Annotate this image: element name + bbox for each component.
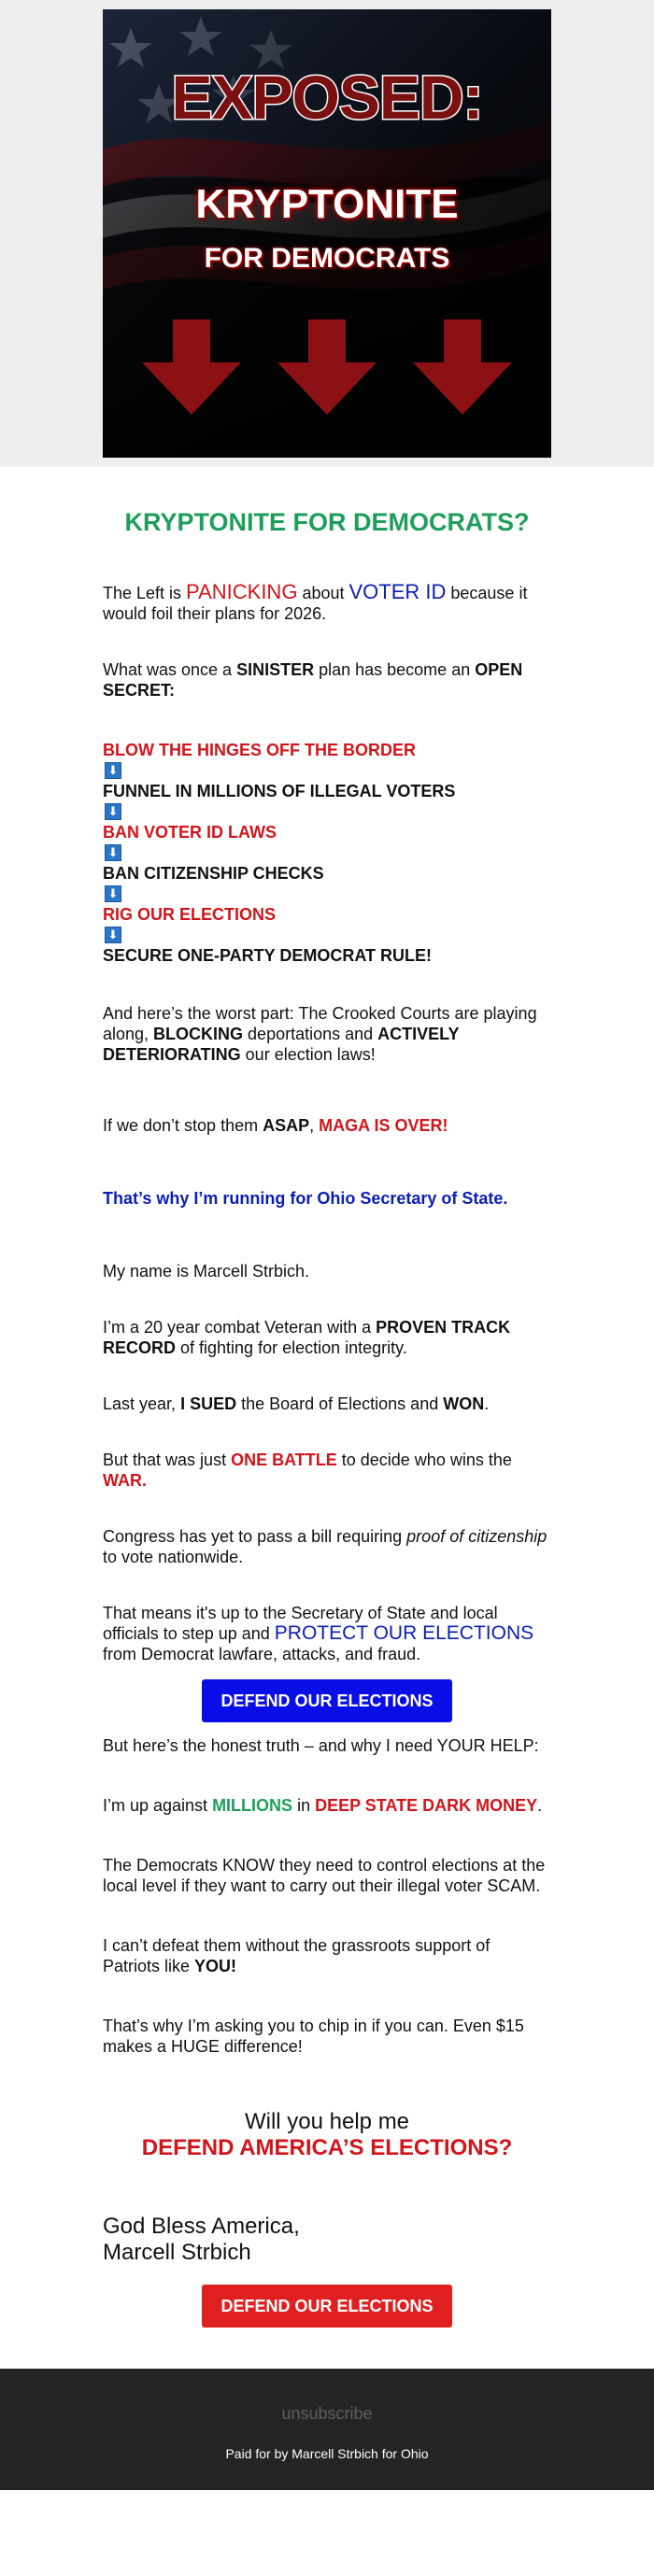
- down-arrow-icon: ⬇: [105, 927, 121, 943]
- help-ask-line2: DEFEND AMERICA’S ELECTIONS?: [141, 2135, 513, 2160]
- paragraph-veteran: I’m a 20 year combat Veteran with a PROVEN TRACK RECORD of fighting for election integrity.: [103, 1318, 511, 1357]
- paragraph-honest-truth: But here’s the honest truth – and why I need YOUR HELP:: [103, 1736, 539, 1755]
- signoff-name: Marcell Strbich: [103, 2240, 251, 2265]
- paid-for-disclaimer: Paid for by Marcell Strbich for Ohio: [225, 2446, 429, 2461]
- step-item: BAN CITIZENSHIP CHECKS: [103, 864, 324, 883]
- plan-steps-list: [103, 740, 551, 966]
- step-item: BAN VOTER ID LAWS: [103, 823, 277, 842]
- step-item: BLOW THE HINGES OFF THE BORDER: [103, 741, 416, 759]
- paragraph-congress: Congress has yet to pass a bill requiring proof of citizenship to vote nationwide.: [103, 1527, 547, 1566]
- arrow-down-icon: [277, 319, 377, 415]
- paragraph-sinister-plan: What was once a SINISTER plan has become an OPEN SECRET:: [103, 660, 523, 700]
- paragraph-secretary-role: That means it's up to the Secretary of State and local officials to step up and PROTECT OUR ELECTIONS from Democrat lawfare, attacks, and fraud.: [103, 1604, 534, 1663]
- paragraph-chip-in: That’s why I’m asking you to chip in if you can. Even $15 makes a HUGE difference!: [103, 2017, 524, 2056]
- paragraph-dark-money: I’m up against MILLIONS in DEEP STATE DARK MONEY.: [103, 1796, 543, 1815]
- headline: KRYPTONITE FOR DEMOCRATS?: [124, 508, 530, 536]
- down-arrow-icon: ⬇: [105, 803, 121, 820]
- running-for-secretary-heading: That’s why I’m running for Ohio Secretary of State.: [103, 1189, 508, 1208]
- paragraph-crooked-courts: And here’s the worst part: The Crooked Courts are playing along, BLOCKING deportations and ACTIVELY DETERIORATING our election laws!: [103, 1004, 537, 1064]
- paragraph-voter-id: The Left is PANICKING about VOTER ID because it would foil their plans for 2026.: [103, 580, 528, 623]
- down-arrows: [103, 318, 551, 420]
- paragraph-one-battle: But that was just ONE BATTLE to decide who wins the WAR.: [103, 1451, 512, 1490]
- paragraph-democrats-know: The Democrats KNOW they need to control elections at the local level if they want to carry out their illegal voter SCAM.: [103, 1856, 546, 1895]
- step-item: RIG OUR ELECTIONS: [103, 905, 277, 924]
- step-item: SECURE ONE-PARTY DEMOCRAT RULE!: [103, 946, 433, 965]
- hero-banner: [0, 0, 654, 467]
- paragraph-maga-over: If we don’t stop them ASAP, MAGA IS OVER!: [103, 1116, 448, 1135]
- paragraph-name: My name is Marcell Strbich.: [103, 1262, 310, 1281]
- defend-button-row: [103, 1679, 551, 1722]
- hero-title: EXPOSED:: [171, 63, 483, 132]
- down-arrow-icon: ⬇: [105, 844, 121, 861]
- email-body: [0, 508, 654, 2328]
- defend-elections-button-bottom[interactable]: DEFEND OUR ELECTIONS: [202, 2285, 452, 2328]
- footer: [0, 2369, 654, 2490]
- defend-elections-button[interactable]: DEFEND OUR ELECTIONS: [202, 1679, 452, 1722]
- paragraph-sued: Last year, I SUED the Board of Elections and WON.: [103, 1394, 490, 1413]
- down-arrow-icon: ⬇: [105, 762, 121, 779]
- hero-subtitle-democrats: FOR DEMOCRATS: [204, 243, 450, 274]
- defend-button-row-bottom: [103, 2285, 551, 2328]
- unsubscribe-link[interactable]: unsubscribe: [281, 2404, 373, 2423]
- help-ask-line1: Will you help me: [244, 2109, 410, 2134]
- step-item: FUNNEL IN MILLIONS OF ILLEGAL VOTERS: [103, 782, 456, 800]
- hero-subtitle-kryptonite: KRYPTONITE: [195, 181, 459, 227]
- signoff: [103, 2214, 551, 2266]
- paragraph-grassroots: I can’t defeat them without the grassroots support of Patriots like YOU!: [103, 1936, 490, 1975]
- hero-image: [103, 9, 551, 458]
- signoff-line1: God Bless America,: [103, 2214, 300, 2239]
- down-arrow-icon: ⬇: [105, 885, 121, 902]
- help-ask: [103, 2109, 551, 2161]
- arrow-down-icon: [413, 319, 512, 415]
- arrow-down-icon: [142, 319, 241, 415]
